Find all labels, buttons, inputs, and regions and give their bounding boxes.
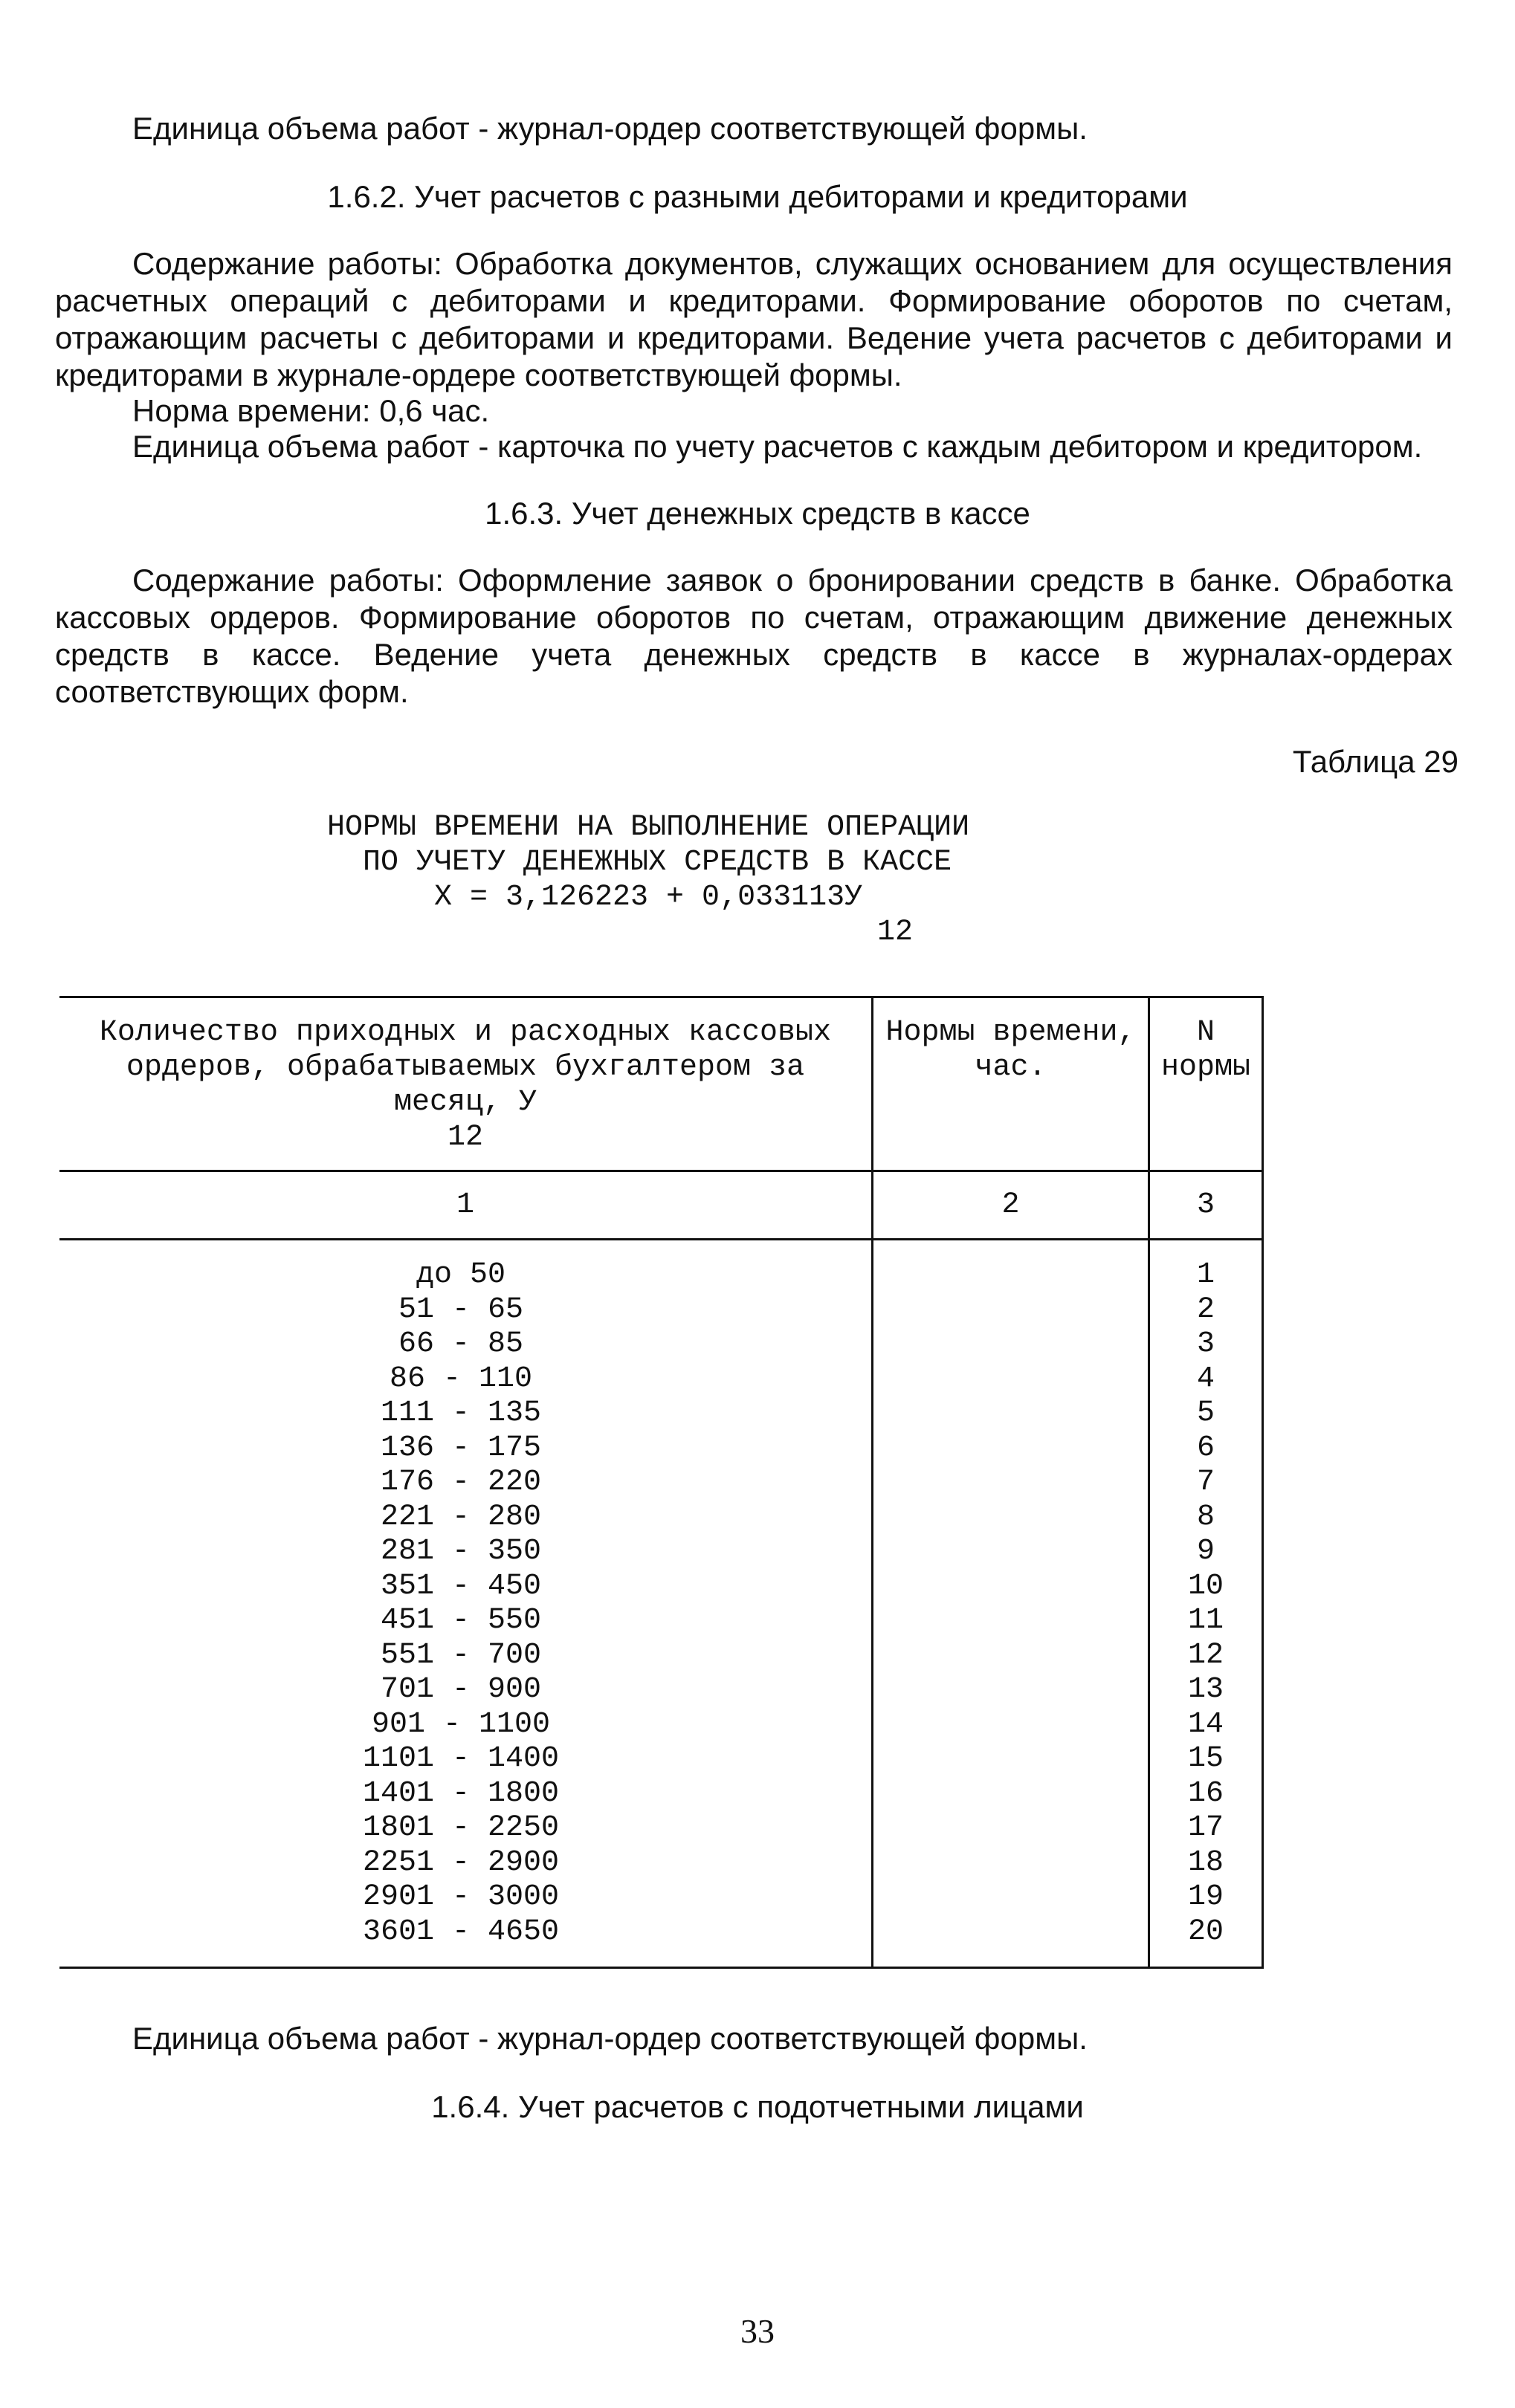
section-heading-1-6-3: 1.6.3. Учет денежных средств в кассе (485, 496, 1030, 531)
page-number: 33 (740, 2312, 775, 2350)
norm-number: 4 (1196, 1362, 1215, 1396)
table-row (0, 1569, 1515, 1604)
order-count-range: 2901 - 3000 (362, 1880, 560, 1914)
table-row (0, 1534, 1515, 1569)
table-bottom-rule (59, 1967, 1264, 1969)
norm-number: 10 (1187, 1569, 1224, 1603)
order-count-range: 51 - 65 (398, 1292, 524, 1327)
table-row (0, 1500, 1515, 1535)
table-row (0, 1810, 1515, 1845)
norm-number: 5 (1196, 1396, 1215, 1430)
time-norm-line: Норма времени: 0,6 час. (132, 393, 490, 428)
section-heading-1-6-4: 1.6.4. Учет расчетов с подотчетными лицами (431, 2089, 1084, 2124)
table-label: Таблица 29 (1292, 744, 1459, 779)
section-heading-1-6-2: 1.6.2. Учет расчетов с разными дебиторами и кредиторами (327, 179, 1188, 214)
order-count-range: 351 - 450 (380, 1569, 542, 1603)
table-numbers-rule (59, 1238, 1264, 1240)
table-title-line-1: НОРМЫ ВРЕМЕНИ НА ВЫПОЛНЕНИЕ ОПЕРАЦИИ (327, 811, 970, 844)
order-count-range: 1401 - 1800 (362, 1776, 560, 1810)
order-count-range: 3601 - 4650 (362, 1915, 560, 1949)
section-1-6-2-content: Содержание работы: Обработка документов, служащих основанием для осуществления расчетных операций с дебиторами и кредиторами. Формирование оборотов по счетам, отражающим расчеты с дебиторами и кредиторами. Ведение учета расчетов с дебиторами и кредиторами в журнале-ордере соответствующей формы. (55, 246, 1453, 392)
order-count-range: 1801 - 2250 (362, 1811, 560, 1845)
norm-number: 14 (1187, 1707, 1224, 1741)
norm-number: 9 (1196, 1535, 1215, 1568)
table-row (0, 1638, 1515, 1673)
table-row (0, 1431, 1515, 1466)
table-row (0, 1292, 1515, 1327)
norm-number: 3 (1196, 1327, 1215, 1361)
order-count-range: 1101 - 1400 (362, 1742, 560, 1776)
column-number-1: 1 (456, 1188, 474, 1222)
norm-number: 13 (1187, 1673, 1224, 1706)
order-count-range: 136 - 175 (380, 1431, 542, 1465)
table-row (0, 1776, 1515, 1811)
table-row (0, 1845, 1515, 1880)
norm-number: 6 (1196, 1431, 1215, 1465)
order-count-range: до 50 (416, 1258, 506, 1292)
norm-number: 11 (1187, 1604, 1224, 1637)
table-top-rule (59, 996, 1264, 998)
norm-number: 12 (1187, 1638, 1224, 1672)
formula-subscript: 12 (877, 916, 914, 949)
order-count-range: 176 - 220 (380, 1466, 542, 1499)
table-row (0, 1327, 1515, 1362)
column-number-3: 3 (1196, 1188, 1215, 1222)
table-row (0, 1258, 1515, 1292)
order-count-range: 66 - 85 (398, 1327, 524, 1361)
table-row (0, 1465, 1515, 1500)
table-formula: X = 3,126223 + 0,033113У (434, 881, 863, 914)
order-count-range: 281 - 350 (380, 1535, 542, 1568)
table-header-rule (59, 1170, 1264, 1172)
column-header-time-norms: Нормы времени, час. (885, 1016, 1136, 1084)
table-row (0, 1672, 1515, 1707)
norm-number: 1 (1196, 1258, 1215, 1292)
table-row (0, 1741, 1515, 1776)
norm-number: 17 (1187, 1811, 1224, 1845)
norm-number: 20 (1187, 1915, 1224, 1949)
table-row (0, 1915, 1515, 1949)
norm-number: 7 (1196, 1466, 1215, 1499)
section-1-6-3-content: Содержание работы: Оформление заявок о бронировании средств в банке. Обработка кассовых ордеров. Формирование оборотов по счетам, отражающим движение денежных средств в кассе. Ведение учета денежных средств в кассе в журналах-ордерах соответствующих форм. (55, 563, 1453, 709)
order-count-range: 221 - 280 (380, 1500, 542, 1534)
norm-number: 16 (1187, 1776, 1224, 1810)
norm-number: 8 (1196, 1500, 1215, 1534)
unit-of-work-line: Единица объема работ - журнал-ордер соответствующей формы. (132, 111, 1088, 146)
table-row (0, 1362, 1515, 1396)
table-title-line-2: ПО УЧЕТУ ДЕНЕЖНЫХ СРЕДСТВ В КАССЕ (363, 846, 952, 879)
table-row (0, 1880, 1515, 1915)
order-count-range: 111 - 135 (380, 1396, 542, 1430)
order-count-range: 701 - 900 (380, 1673, 542, 1706)
table-row (0, 1707, 1515, 1742)
order-count-range: 901 - 1100 (371, 1707, 551, 1741)
norm-number: 18 (1187, 1845, 1224, 1880)
order-count-range: 551 - 700 (380, 1638, 542, 1672)
order-count-range: 451 - 550 (380, 1604, 542, 1637)
column-header-norm-number: N нормы (1160, 1016, 1251, 1084)
column-number-2: 2 (1001, 1188, 1020, 1222)
norm-number: 15 (1187, 1742, 1224, 1776)
order-count-range: 2251 - 2900 (362, 1845, 560, 1880)
column-header-order-count: Количество приходных и расходных кассовых ордеров, обрабатываемых бухгалтером за месяц, У 12 (99, 1016, 832, 1154)
norm-number: 19 (1187, 1880, 1224, 1914)
table-row (0, 1603, 1515, 1638)
unit-of-work-line-2: Единица объема работ - карточка по учету расчетов с каждым дебитором и кредитором. (132, 429, 1423, 464)
order-count-range: 86 - 110 (389, 1362, 533, 1396)
unit-of-work-line-3: Единица объема работ - журнал-ордер соответствующей формы. (132, 2021, 1088, 2056)
table-row (0, 1396, 1515, 1431)
norm-number: 2 (1196, 1292, 1215, 1327)
